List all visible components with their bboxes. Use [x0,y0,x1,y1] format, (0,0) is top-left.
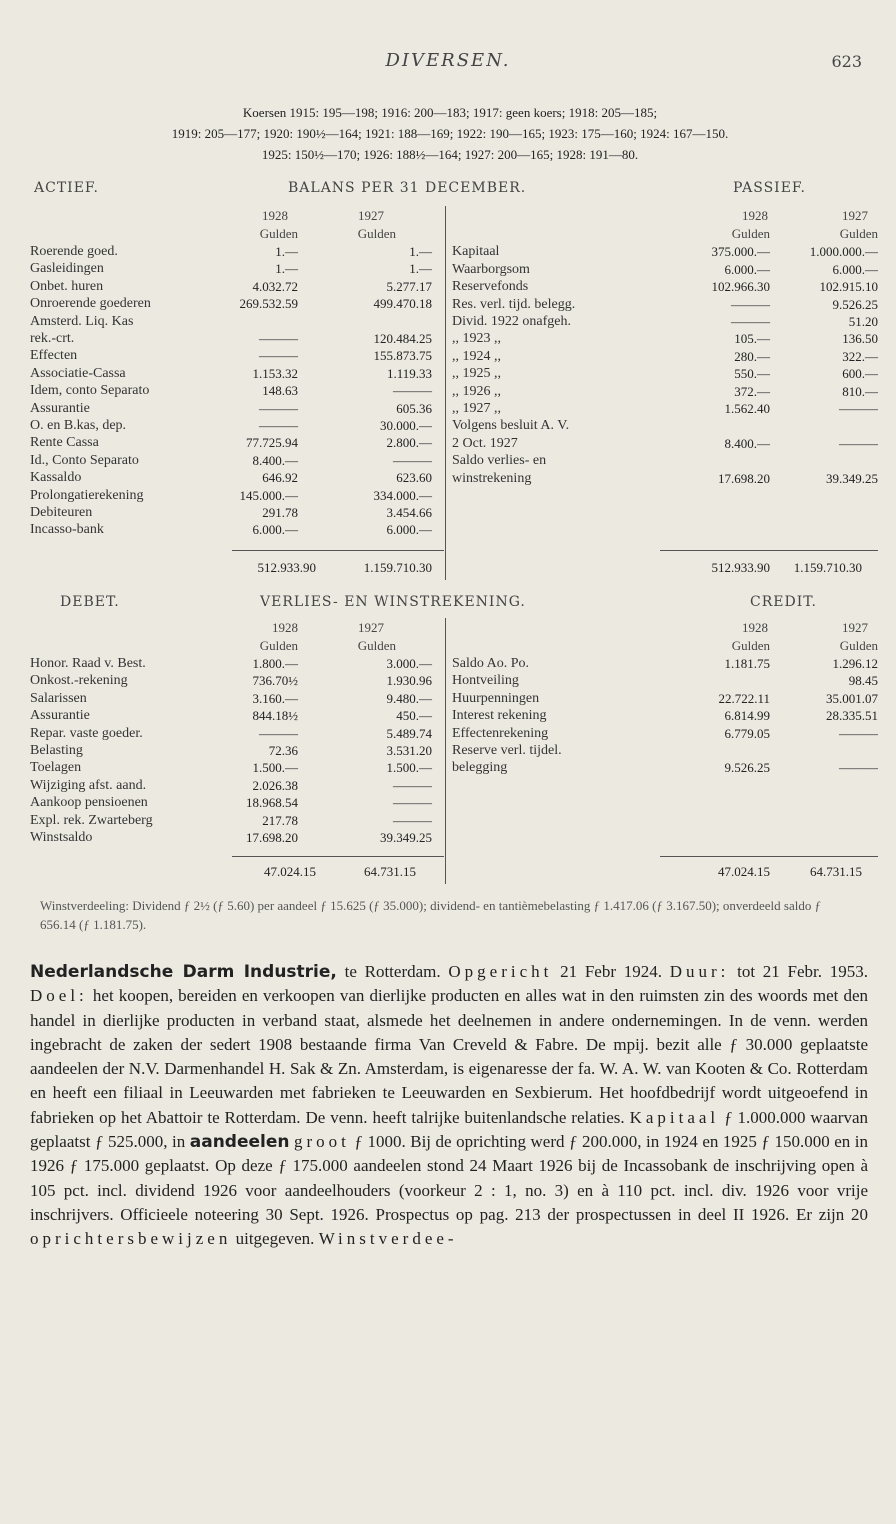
table-row [0,262,896,278]
assets-heading: ACTIEF. [34,180,99,196]
value-1927: ——— [839,435,878,451]
row-label: Interest rekening [452,708,547,724]
value-1927: ——— [393,777,432,793]
value-1928: 646.92 [262,470,298,486]
page-number: 623 [831,52,862,71]
value-1928: 72.36 [268,743,298,758]
row-label: ,, 1923 ,, [452,331,501,347]
value-1927: 810.— [842,383,878,399]
table-row [0,726,896,742]
value-1928: 6.000.— [252,522,298,538]
value-1928: 280.— [734,348,770,364]
value-1927: 39.349.25 [826,470,878,486]
table-row [0,314,896,330]
balance-sheet [0,180,896,580]
total-assets-1927: 1.159.710.30 [363,560,432,575]
value-1927: 450.— [396,708,432,724]
total-credit-1927: 64.731.15 [810,864,862,879]
col-year-1927: 1927 [358,620,384,635]
value-1928: 77.725.94 [246,435,298,451]
col-unit: Gulden [259,226,298,241]
row-label: Divid. 1922 onafgeh. [452,314,571,329]
table-row [0,279,896,295]
body-text: uitgegeven. [231,1229,319,1249]
value-1928: 22.722.11 [718,690,770,706]
body-text: ƒ 1000. Bij de oprichting werd ƒ 200.000, in 1924 en 1925 ƒ 150.000 en in 1926 ƒ 175.000 geplaatst. Op deze ƒ 175.000 aandeelen stond 24 Maart 1926 bij de Incassobank de inschrijving open à 105 pct. incl. dividend 1926 voor aandeelhouders (voorkeur 2 : 1, no. 3) en à 110 pct. incl. div. 1926 voor vrije inschrijvers. Officieele noteering 30 Sept. 1926. Prospectus op pag. 213 der prospectussen in deel II 1926. Er zijn 20 [30,1132,869,1224]
total-liabilities-1927: 1.159.710.30 [793,560,862,575]
row-label: Kassaldo [30,470,82,486]
company-name: Nederlandsche Darm Industrie, [30,962,337,982]
running-header [0,50,896,80]
table-row [0,366,896,382]
value-1927: 334.000.— [373,487,432,503]
value-1927: 5.489.74 [386,725,432,741]
value-1928: 148.63 [262,383,298,399]
value-1927: ——— [393,383,432,399]
value-1927: 3.454.66 [386,505,432,520]
col-year-1928: 1928 [742,208,768,223]
value-1927: 6.000.— [386,522,432,538]
value-1928: 6.814.99 [724,708,770,724]
row-label: Prolongatierekening [30,487,144,503]
row-label: Effecten [30,348,78,364]
running-title: DIVERSEN. [385,50,511,71]
value-1927: 35.001.07 [826,690,878,706]
value-1928: 1.153.32 [252,365,298,381]
col-year-1927: 1927 [842,620,868,635]
table-row [0,488,896,504]
debit-heading: DEBET. [60,594,120,610]
total-rule [660,550,878,551]
body-text: het koopen, bereiden en verkoopen van dierlijke producten en alles wat in den ruimsten zin des woords met den handel in dierlijke producten in verband staat, alsmede het deelnemen in andere ondernemingen. In de venn. werden ingebracht de zaken der sedert 1908 bestaande firma Van Creveld & Fabre. De mpij. bezit alle ƒ 30.000 geplaatste aandeelen der N.V. Darmenhandel H. Sak & Zn. Amsterdam, is eigenaresse der fa. W. A. W. van Kooten & Co. Rotterdam en heeft een filiaal in Leeuwarden met fabrieken te Leeuwarden en Sexbierum. Het hoofdbedrijf wordt uitgeoefend in fabrieken op het Abattoir te Rotterdam. De venn. heeft talrijke buitenlandsche relaties. [30,986,868,1127]
keyword-kapitaal: Kapitaal [629,1107,720,1127]
row-label: Volgens besluit A. V. [452,418,570,434]
value-1928: 102.966.30 [711,279,770,295]
value-1928: 4.032.72 [252,278,298,294]
col-unit: Gulden [357,638,396,653]
value-1928: 105.— [734,331,770,347]
table-row [0,384,896,400]
row-label: ,, 1927 ,, [452,401,501,416]
value-1928: ——— [259,725,298,741]
price-quotes [20,102,880,165]
value-1928: 1.500.— [252,760,298,776]
table-row [0,522,896,538]
keyword-groot: groot [294,1132,350,1152]
quote-line: 1919: 205—177; 1920: 190½—164; 1921: 188—169; 1922: 190—165; 1923: 175—160; 1924: 167—150. [171,126,729,141]
row-label: Gasleidingen [30,261,104,277]
keyword-duur: Duur: [669,962,730,981]
value-1928: 1.562.40 [724,401,770,416]
value-1927: 6.000.— [832,261,878,277]
credit-heading: CREDIT. [750,594,817,610]
col-year-1927: 1927 [842,208,868,223]
row-label: Toelagen [30,760,82,776]
value-1927: ——— [839,760,878,776]
col-year-1928: 1928 [272,620,298,635]
value-1928: 3.160.— [252,690,298,706]
value-1928: 550.— [734,366,770,382]
value-1928: 6.779.05 [724,725,770,741]
row-label: Kapitaal [452,244,500,260]
row-label: Assurantie [30,708,90,724]
value-1927: 155.873.75 [373,348,432,364]
row-label: Res. verl. tijd. belegg. [452,296,576,312]
value-1928: 8.400.— [252,452,298,468]
row-label: Effectenrekening [452,725,549,741]
table-row [0,505,896,521]
row-label: Incasso-bank [30,522,104,538]
total-liabilities-1928: 512.933.90 [711,560,770,575]
table-row [0,401,896,417]
value-1927: 9.480.— [386,690,432,706]
row-label: Assurantie [30,400,90,416]
row-label: Aankoop pensioenen [30,795,148,811]
row-label: Saldo Ao. Po. [452,656,530,671]
row-label: ,, 1926 ,, [452,383,501,399]
total-rule [232,550,444,551]
liabilities-heading: PASSIEF. [733,180,806,196]
value-1928: 145.000.— [239,487,298,503]
body-text: tot 21 Febr. 1953. [729,962,869,981]
value-1927: 1.119.33 [386,365,432,381]
value-1927: 322.— [842,348,878,364]
value-1927: 3.000.— [386,656,432,671]
table-row [0,760,896,776]
profit-distribution-note: Winstverdeeling: Dividend ƒ 2½ (ƒ 5.60) per aandeel ƒ 15.625 (ƒ 35.000); dividend- en tantièmebelasting ƒ 1.417.06 (ƒ 3.167.50); onverdeeld saldo ƒ 656.14 (ƒ 1.181.75). [40,898,822,932]
value-1927: 623.60 [396,470,432,486]
row-label: Salarissen [30,690,87,706]
value-1927: ——— [393,812,432,828]
table-row [0,691,896,707]
profit-loss-account [0,594,896,884]
row-label: Saldo verlies- en [452,453,547,469]
value-1928: 2.026.38 [252,777,298,793]
row-label: Amsterd. Liq. Kas [30,313,134,329]
row-label: Reserve verl. tijdel. [452,743,562,758]
row-label: Idem, conto Separato [30,383,150,399]
value-1927: 98.45 [848,673,878,689]
value-1927: ——— [839,401,878,416]
value-1927: 28.335.51 [826,708,878,724]
value-1927: 499.470.18 [373,296,432,312]
value-1928: 1.— [275,244,298,259]
table-row [0,297,896,313]
keyword-opgericht: Opgericht [448,962,553,981]
row-label: Reservefonds [452,279,529,295]
body-text: te Rotterdam. [336,962,449,981]
value-1927: 1.— [409,261,432,277]
row-label: ,, 1924 ,, [452,348,501,364]
value-1927: 5.277.17 [386,278,432,294]
value-1927: 3.531.20 [386,743,432,758]
row-label: belegging [452,760,508,776]
col-unit: Gulden [839,226,878,241]
value-1927: ——— [393,452,432,468]
value-1928: 17.698.20 [246,830,298,845]
keyword-oprichtersbewijzen: oprichtersbewijzen [30,1229,232,1249]
row-label: Expl. rek. Zwarteberg [30,812,153,828]
table-row [0,830,896,846]
value-1927: 102.915.10 [819,279,878,295]
table-row [0,453,896,469]
row-label: rek.-crt. [30,331,75,346]
row-label: Onroerende goederen [30,296,151,312]
table-row [0,349,896,365]
value-1927: 1.000.000.— [809,244,878,260]
row-label: Roerende goed. [30,244,118,259]
table-row [0,331,896,347]
total-credit-1928: 47.024.15 [718,864,770,879]
value-1927: 39.349.25 [380,830,432,845]
value-1927: 1.— [409,244,432,259]
table-row [0,227,896,243]
value-1928: 1.800.— [252,656,298,671]
total-debit-1927: 64.731.15 [364,864,416,879]
col-unit: Gulden [731,226,770,241]
table-row [0,813,896,829]
row-label: O. en B.kas, dep. [30,418,127,433]
value-1927: 2.800.— [386,435,432,451]
quote-line: Koersen 1915: 195—198; 1916: 200—183; 1917: geen koers; 1918: 205—185; [242,105,658,120]
table-row [0,743,896,759]
col-year-1927: 1927 [358,208,384,223]
value-1927: 1.296.12 [832,656,878,671]
value-1927: 136.50 [842,331,878,347]
value-1928: 217.78 [262,812,298,828]
row-label: Id., Conto Separato [30,452,139,468]
row-label: ,, 1925 ,, [452,366,501,382]
table-row [0,244,896,260]
pl-title: VERLIES- EN WINSTREKENING. [260,594,526,610]
value-1928: 1.— [275,261,298,277]
table-row [0,436,896,452]
balance-title: BALANS PER 31 DECEMBER. [288,180,527,196]
quote-line: 1925: 150½—170; 1926: 188½—164; 1927: 200—165; 1928: 191—80. [261,147,639,162]
value-1928: 17.698.20 [718,470,770,486]
row-label: winstrekening [452,470,532,486]
col-unit: Gulden [357,226,396,241]
col-unit: Gulden [839,638,878,653]
row-label: Rente Cassa [30,435,99,451]
value-1928: ——— [259,418,298,433]
table-row [0,778,896,794]
row-label: Debiteuren [30,505,93,520]
table-row [0,418,896,434]
col-unit: Gulden [731,638,770,653]
row-label: Belasting [30,743,83,758]
value-1928: 844.18½ [252,708,298,724]
total-assets-1928: 512.933.90 [257,560,316,575]
row-label: Waarborgsom [452,261,530,277]
value-1927: 51.20 [848,314,878,329]
table-row [0,795,896,811]
row-label: Hontveiling [452,673,519,689]
value-1928: 6.000.— [724,261,770,277]
total-debit-1928: 47.024.15 [264,864,316,879]
table-row [0,673,896,689]
value-1928: ——— [731,296,770,312]
value-1927: 605.36 [396,400,432,416]
value-1927: 9.526.25 [832,296,878,312]
value-1927: 600.— [842,366,878,382]
row-label: Associatie-Cassa [30,365,126,381]
value-1928: 18.968.54 [246,795,298,811]
value-1928: 372.— [734,383,770,399]
row-label: Huurpenningen [452,690,540,706]
table-row [0,708,896,724]
keyword-aandeelen: aandeelen [189,1132,290,1153]
value-1928: 736.70½ [252,673,298,689]
table-row [0,656,896,672]
col-unit: Gulden [259,638,298,653]
value-1928: 1.181.75 [724,656,770,671]
value-1927: 30.000.— [380,418,432,433]
value-1928: 269.532.59 [239,296,298,312]
value-1928: 8.400.— [724,435,770,451]
row-label: Onkost.-rekening [30,673,128,689]
total-rule [660,856,878,857]
col-year-1928: 1928 [742,620,768,635]
keyword-doel: Doel: [30,986,88,1006]
total-rule [232,856,444,857]
company-description [30,960,868,1252]
value-1927: ——— [839,725,878,741]
body-text: 21 Febr 1924. [552,962,670,981]
body-text: ƒ 1.000.000 waarvan geplaatst ƒ 525.000, in [30,1107,868,1152]
value-1928: 9.526.25 [724,760,770,776]
value-1928: ——— [259,331,298,346]
row-label: 2 Oct. 1927 [452,435,518,451]
value-1927: ——— [393,795,432,811]
value-1928: ——— [731,314,770,329]
value-1928: 375.000.— [711,244,770,260]
row-label: Honor. Raad v. Best. [30,656,146,671]
value-1927: 120.484.25 [373,331,432,346]
row-label: Onbet. huren [30,278,104,294]
keyword-winstverdeeling: Winstverdee- [318,1229,458,1249]
col-year-1928: 1928 [262,208,288,223]
value-1928: ——— [259,348,298,364]
row-label: Repar. vaste goeder. [30,725,143,741]
table-row [0,471,896,487]
row-label: Wijziging afst. aand. [30,777,147,793]
value-1927: 1.500.— [386,760,432,776]
row-label: Winstsaldo [30,830,93,845]
value-1928: 291.78 [262,505,298,520]
value-1927: 1.930.96 [386,673,432,689]
value-1928: ——— [259,400,298,416]
